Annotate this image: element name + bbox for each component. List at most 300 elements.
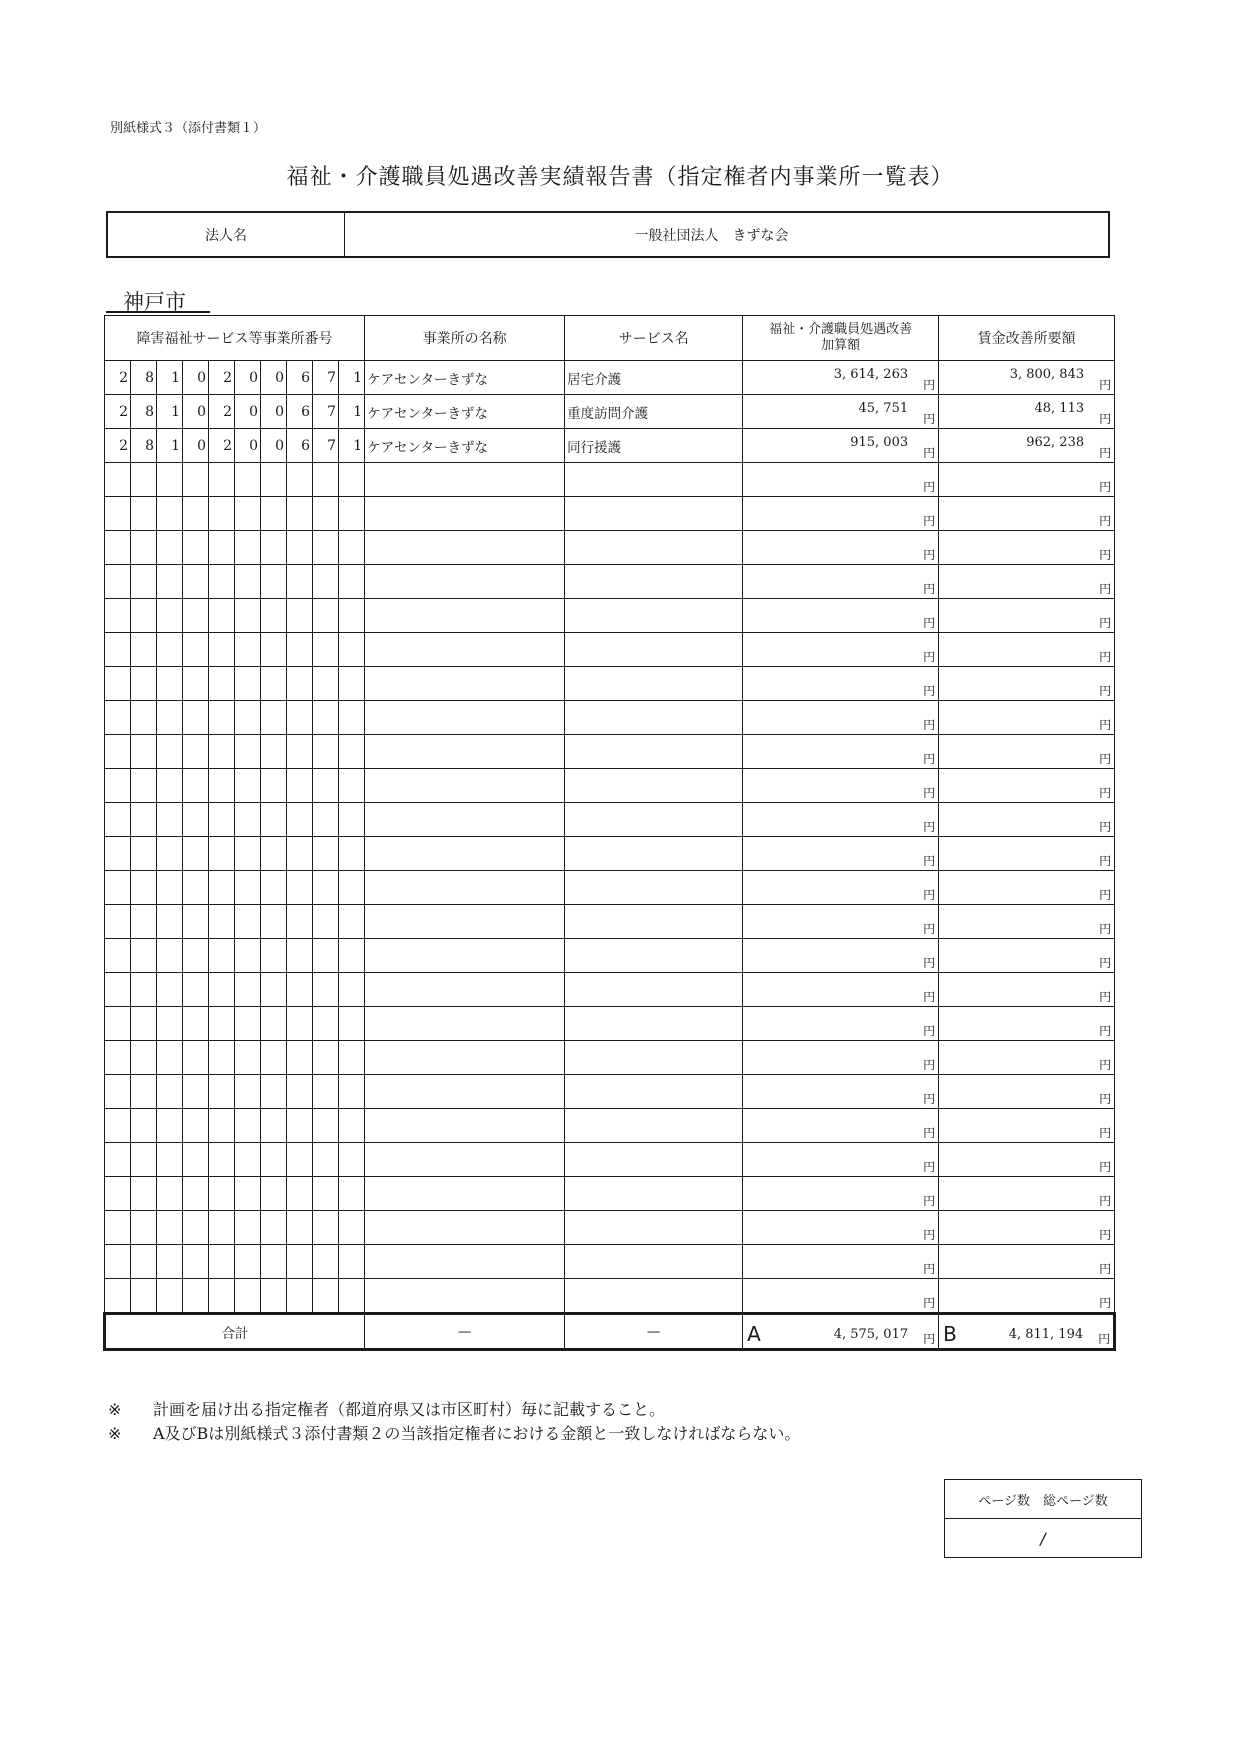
office-number-digit xyxy=(313,1041,339,1075)
service-name-cell xyxy=(565,1075,743,1109)
office-number-digit: 0 xyxy=(261,395,287,429)
yen-unit: 円 xyxy=(1099,1024,1112,1038)
total-addition-value: 4, 575, 017 xyxy=(833,1327,909,1342)
office-number-digit xyxy=(261,837,287,871)
yen-unit: 円 xyxy=(1099,480,1112,494)
addition-amount-cell xyxy=(743,599,939,633)
office-name-cell xyxy=(365,1075,565,1109)
office-number-digit xyxy=(339,599,365,633)
addition-amount-value: 45, 751 xyxy=(858,401,909,416)
wage-improvement-cell xyxy=(939,1109,1115,1143)
service-name-cell xyxy=(565,1109,743,1143)
office-number-digit: 1 xyxy=(157,395,183,429)
yen-unit: 円 xyxy=(923,1126,936,1140)
office-number-digit xyxy=(313,667,339,701)
office-number-digit: 0 xyxy=(235,429,261,463)
yen-unit: 円 xyxy=(923,1332,936,1346)
addition-amount-cell xyxy=(743,633,939,667)
yen-unit: 円 xyxy=(1099,1092,1112,1106)
office-number-digit xyxy=(209,1041,235,1075)
office-number-digit xyxy=(313,1075,339,1109)
note-2 xyxy=(108,1422,800,1446)
addition-amount-value: 3, 614, 263 xyxy=(833,367,909,382)
office-number-digit xyxy=(261,871,287,905)
office-number-digit xyxy=(339,939,365,973)
form-label: 別紙様式３（添付書類１） xyxy=(110,121,267,136)
yen-unit: 円 xyxy=(1099,1058,1112,1072)
wage-improvement-cell xyxy=(939,905,1115,939)
office-number-digit xyxy=(157,973,183,1007)
yen-unit: 円 xyxy=(1099,820,1112,834)
office-number-digit xyxy=(313,531,339,565)
office-number-digit xyxy=(287,973,313,1007)
office-number-digit xyxy=(261,1245,287,1279)
office-number-digit xyxy=(157,939,183,973)
office-number-digit xyxy=(131,633,157,667)
office-number-digit xyxy=(261,701,287,735)
office-number-digit: 8 xyxy=(131,395,157,429)
service-name-cell xyxy=(565,905,743,939)
service-name-cell xyxy=(565,1143,743,1177)
header-wage-improvement: 賃金改善所要額 xyxy=(939,316,1115,361)
yen-unit: 円 xyxy=(923,1092,936,1106)
office-number-digit: 1 xyxy=(157,429,183,463)
office-number-digit xyxy=(157,463,183,497)
page-title: 福祉・介護職員処遇改善実績報告書（指定権者内事業所一覧表） xyxy=(286,165,954,190)
addition-amount-cell xyxy=(743,973,939,1007)
office-number-digit xyxy=(105,1075,131,1109)
yen-unit: 円 xyxy=(1099,922,1112,936)
office-number-digit: 7 xyxy=(313,395,339,429)
office-number-digit xyxy=(313,701,339,735)
yen-unit: 円 xyxy=(923,378,936,392)
corporation-label: 法人名 xyxy=(108,213,345,256)
addition-amount-cell xyxy=(743,1211,939,1245)
yen-unit: 円 xyxy=(1099,412,1112,426)
service-name-cell xyxy=(565,1041,743,1075)
yen-unit: 円 xyxy=(923,480,936,494)
table-row xyxy=(105,1109,1115,1143)
office-name-cell xyxy=(365,769,565,803)
office-number-digit xyxy=(313,1007,339,1041)
office-number-digit xyxy=(339,1007,365,1041)
total-label: 合計 xyxy=(105,1314,365,1350)
office-name-cell xyxy=(365,803,565,837)
office-number-digit xyxy=(183,463,209,497)
office-number-digit xyxy=(287,939,313,973)
office-number-digit xyxy=(105,735,131,769)
office-number-digit xyxy=(313,905,339,939)
office-number-digit xyxy=(209,667,235,701)
office-number-digit xyxy=(183,701,209,735)
yen-unit: 円 xyxy=(1099,1126,1112,1140)
office-number-digit xyxy=(183,973,209,1007)
office-number-digit xyxy=(209,1075,235,1109)
office-number-digit xyxy=(235,701,261,735)
office-number-digit xyxy=(131,667,157,701)
service-name-cell xyxy=(565,667,743,701)
yen-unit: 円 xyxy=(923,888,936,902)
office-number-digit: 0 xyxy=(183,429,209,463)
table-row xyxy=(105,531,1115,565)
addition-amount-cell xyxy=(743,837,939,871)
office-number-digit xyxy=(209,871,235,905)
yen-unit: 円 xyxy=(923,1262,936,1276)
office-number-digit xyxy=(105,1143,131,1177)
office-number-digit xyxy=(313,463,339,497)
office-name-cell xyxy=(365,667,565,701)
office-number-digit xyxy=(131,531,157,565)
table-row xyxy=(105,565,1115,599)
yen-unit: 円 xyxy=(1099,752,1112,766)
office-number-digit xyxy=(157,1109,183,1143)
yen-unit: 円 xyxy=(923,1024,936,1038)
office-name-cell xyxy=(365,1245,565,1279)
table-row xyxy=(105,1075,1115,1109)
office-number-digit xyxy=(261,1279,287,1314)
header-addition-amount xyxy=(743,316,939,361)
office-number-digit: 6 xyxy=(287,429,313,463)
office-number-digit xyxy=(105,1177,131,1211)
city-underline xyxy=(106,311,210,313)
table-row xyxy=(105,667,1115,701)
wage-improvement-cell xyxy=(939,939,1115,973)
yen-unit: 円 xyxy=(923,446,936,460)
wage-improvement-cell xyxy=(939,429,1115,463)
service-name-cell xyxy=(565,1279,743,1314)
office-number-digit xyxy=(235,463,261,497)
office-number-digit xyxy=(235,905,261,939)
office-number-digit xyxy=(105,837,131,871)
wage-improvement-cell xyxy=(939,803,1115,837)
office-number-digit xyxy=(209,463,235,497)
city-label: 神戸市 xyxy=(123,290,186,314)
yen-unit: 円 xyxy=(923,514,936,528)
addition-amount-cell xyxy=(743,905,939,939)
yen-unit: 円 xyxy=(1099,616,1112,630)
yen-unit: 円 xyxy=(1099,990,1112,1004)
wage-improvement-cell xyxy=(939,361,1115,395)
office-number-digit xyxy=(287,1279,313,1314)
notes xyxy=(108,1398,800,1446)
addition-amount-cell xyxy=(743,361,939,395)
office-number-digit xyxy=(131,1143,157,1177)
table-row xyxy=(105,429,1115,463)
office-number-digit xyxy=(105,667,131,701)
wage-improvement-cell xyxy=(939,837,1115,871)
office-number-digit xyxy=(157,871,183,905)
office-number-digit xyxy=(235,531,261,565)
office-number-digit xyxy=(209,565,235,599)
wage-improvement-cell xyxy=(939,769,1115,803)
corporation-name: 一般社団法人 きずな会 xyxy=(634,227,789,244)
office-number-digit xyxy=(313,803,339,837)
wage-improvement-value: 48, 113 xyxy=(1034,401,1085,416)
table-row xyxy=(105,1143,1115,1177)
header-office-number: 障害福祉サービス等事業所番号 xyxy=(105,316,365,361)
office-number-digit xyxy=(131,871,157,905)
office-number-digit xyxy=(209,1143,235,1177)
office-number-digit xyxy=(235,735,261,769)
yen-unit: 円 xyxy=(923,956,936,970)
yen-unit: 円 xyxy=(1099,1194,1112,1208)
wage-improvement-cell xyxy=(939,565,1115,599)
office-number-digit xyxy=(131,939,157,973)
service-name-cell xyxy=(565,1245,743,1279)
office-number-digit xyxy=(183,735,209,769)
office-number-digit xyxy=(157,1177,183,1211)
table-row xyxy=(105,803,1115,837)
office-number-digit xyxy=(313,837,339,871)
table-row xyxy=(105,395,1115,429)
office-number-digit: 2 xyxy=(105,429,131,463)
table-row xyxy=(105,1041,1115,1075)
office-number-digit xyxy=(105,497,131,531)
office-number-digit xyxy=(209,769,235,803)
office-name-cell xyxy=(365,1211,565,1245)
office-number-digit xyxy=(339,871,365,905)
office-number-digit xyxy=(131,463,157,497)
addition-amount-cell xyxy=(743,429,939,463)
yen-unit: 円 xyxy=(923,854,936,868)
service-name-cell xyxy=(565,565,743,599)
office-number-digit xyxy=(209,497,235,531)
office-number-digit xyxy=(235,1177,261,1211)
office-number-digit xyxy=(209,803,235,837)
addition-amount-cell xyxy=(743,769,939,803)
office-number-digit xyxy=(313,565,339,599)
office-number-digit xyxy=(313,1245,339,1279)
yen-unit: 円 xyxy=(923,922,936,936)
office-number-digit xyxy=(105,939,131,973)
note-mark: ※ xyxy=(108,1400,122,1419)
office-number-digit xyxy=(287,565,313,599)
office-number-digit xyxy=(157,735,183,769)
yen-unit: 円 xyxy=(923,1228,936,1242)
yen-unit: 円 xyxy=(1099,1296,1112,1310)
office-number-digit xyxy=(209,939,235,973)
wage-improvement-cell xyxy=(939,1279,1115,1314)
addition-amount-cell xyxy=(743,667,939,701)
yen-unit: 円 xyxy=(1099,514,1112,528)
service-name-cell xyxy=(565,1211,743,1245)
header-addition-line1: 福祉・介護職員処遇改善 xyxy=(769,322,913,337)
table-row xyxy=(105,599,1115,633)
office-number-digit xyxy=(339,1177,365,1211)
office-number-digit xyxy=(235,1075,261,1109)
yen-unit: 円 xyxy=(1099,854,1112,868)
office-number-digit xyxy=(183,633,209,667)
office-number-digit xyxy=(131,973,157,1007)
table-row xyxy=(105,769,1115,803)
office-number-digit xyxy=(131,1007,157,1041)
wage-improvement-cell xyxy=(939,735,1115,769)
addition-amount-cell xyxy=(743,1041,939,1075)
office-number-digit xyxy=(235,633,261,667)
office-name-cell xyxy=(365,939,565,973)
total-wage-value: 4, 811, 194 xyxy=(1008,1327,1084,1342)
header-office-name: 事業所の名称 xyxy=(365,316,565,361)
office-number-digit xyxy=(339,905,365,939)
wage-improvement-cell xyxy=(939,599,1115,633)
office-number-digit xyxy=(105,1211,131,1245)
office-number-digit xyxy=(261,599,287,633)
header-addition-line2: 加算額 xyxy=(821,338,861,353)
wage-improvement-cell xyxy=(939,701,1115,735)
table-row xyxy=(105,633,1115,667)
table-row xyxy=(105,735,1115,769)
office-number-digit xyxy=(313,497,339,531)
office-number-digit xyxy=(157,905,183,939)
office-number-digit xyxy=(287,1075,313,1109)
office-number-digit xyxy=(157,565,183,599)
office-number-digit xyxy=(339,1245,365,1279)
office-number-digit xyxy=(131,1211,157,1245)
office-number-digit xyxy=(157,667,183,701)
addition-amount-cell xyxy=(743,1109,939,1143)
corporation-box xyxy=(106,211,1110,258)
office-number-digit xyxy=(339,1109,365,1143)
table-row xyxy=(105,1279,1115,1314)
office-number-digit xyxy=(261,939,287,973)
table-row xyxy=(105,1007,1115,1041)
office-number-digit xyxy=(131,905,157,939)
yen-unit: 円 xyxy=(923,786,936,800)
addition-amount-cell xyxy=(743,1279,939,1314)
office-number-digit xyxy=(339,531,365,565)
office-number-digit: 8 xyxy=(131,429,157,463)
office-number-digit xyxy=(287,497,313,531)
total-addition-cell xyxy=(743,1314,939,1350)
office-number-digit xyxy=(261,1143,287,1177)
office-number-digit xyxy=(339,565,365,599)
office-number-digit xyxy=(157,837,183,871)
yen-unit: 円 xyxy=(923,718,936,732)
office-number-digit xyxy=(209,973,235,1007)
office-number-digit xyxy=(235,599,261,633)
office-number-digit: 2 xyxy=(209,429,235,463)
yen-unit: 円 xyxy=(923,548,936,562)
yen-unit: 円 xyxy=(1099,378,1112,392)
addition-amount-cell xyxy=(743,1143,939,1177)
office-number-digit xyxy=(105,1245,131,1279)
addition-amount-cell xyxy=(743,939,939,973)
office-name-cell xyxy=(365,701,565,735)
office-number-digit xyxy=(105,463,131,497)
office-number-digit xyxy=(157,531,183,565)
yen-unit: 円 xyxy=(923,1296,936,1310)
total-a-mark: A xyxy=(747,1322,761,1346)
office-number-digit xyxy=(157,1007,183,1041)
yen-unit: 円 xyxy=(1099,1228,1112,1242)
yen-unit: 円 xyxy=(1099,956,1112,970)
wage-improvement-cell xyxy=(939,1211,1115,1245)
office-number-digit xyxy=(131,769,157,803)
office-number-digit xyxy=(313,1143,339,1177)
service-name-cell xyxy=(565,803,743,837)
office-number-digit xyxy=(287,1245,313,1279)
wage-improvement-cell xyxy=(939,531,1115,565)
office-number-digit: 0 xyxy=(235,395,261,429)
wage-improvement-cell xyxy=(939,1245,1115,1279)
office-number-digit xyxy=(287,463,313,497)
wage-improvement-cell xyxy=(939,1041,1115,1075)
office-name-cell xyxy=(365,1041,565,1075)
office-number-digit xyxy=(261,1041,287,1075)
office-number-digit xyxy=(131,1075,157,1109)
office-number-digit xyxy=(157,599,183,633)
table-row xyxy=(105,871,1115,905)
office-number-digit xyxy=(235,837,261,871)
service-name-cell xyxy=(565,735,743,769)
yen-unit: 円 xyxy=(1099,718,1112,732)
office-number-digit: 7 xyxy=(313,361,339,395)
office-number-digit xyxy=(183,599,209,633)
header-service-name: サービス名 xyxy=(565,316,743,361)
office-name-cell xyxy=(365,871,565,905)
wage-improvement-cell xyxy=(939,1177,1115,1211)
office-number-digit xyxy=(105,905,131,939)
table-row xyxy=(105,497,1115,531)
office-number-digit xyxy=(209,1177,235,1211)
service-name-cell xyxy=(565,871,743,905)
service-name-cell: 重度訪問介護 xyxy=(565,395,743,429)
addition-amount-cell xyxy=(743,1177,939,1211)
table-row xyxy=(105,701,1115,735)
office-number-digit xyxy=(105,769,131,803)
office-number-digit xyxy=(131,837,157,871)
office-number-digit xyxy=(313,973,339,1007)
office-name-cell xyxy=(365,565,565,599)
office-number-digit xyxy=(287,633,313,667)
wage-improvement-cell xyxy=(939,973,1115,1007)
office-name-cell: ケアセンターきずな xyxy=(365,361,565,395)
note-text: 計画を届け出る指定権者（都道府県又は市区町村）毎に記載すること。 xyxy=(153,1400,666,1419)
office-number-digit xyxy=(235,1245,261,1279)
note-mark: ※ xyxy=(108,1424,122,1443)
office-number-digit xyxy=(339,463,365,497)
office-number-digit xyxy=(105,633,131,667)
office-number-digit xyxy=(313,599,339,633)
office-number-digit xyxy=(105,531,131,565)
table-header-row xyxy=(105,316,1115,361)
office-number-digit xyxy=(209,1245,235,1279)
total-b-mark: B xyxy=(943,1322,957,1346)
office-number-digit xyxy=(157,1245,183,1279)
office-number-digit xyxy=(105,599,131,633)
office-number-digit xyxy=(235,1041,261,1075)
addition-amount-cell xyxy=(743,871,939,905)
office-number-digit xyxy=(183,1279,209,1314)
service-name-cell xyxy=(565,837,743,871)
note-text: A及びBは別紙様式３添付書類２の当該指定権者における金額と一致しなければならない。 xyxy=(153,1424,801,1443)
table-row xyxy=(105,1211,1115,1245)
office-number-digit xyxy=(209,735,235,769)
office-number-digit: 2 xyxy=(105,395,131,429)
addition-amount-cell xyxy=(743,1007,939,1041)
table-row xyxy=(105,837,1115,871)
office-number-digit: 1 xyxy=(157,361,183,395)
page-count-value: / xyxy=(945,1519,1142,1558)
office-number-digit xyxy=(287,803,313,837)
office-number-digit xyxy=(131,1279,157,1314)
office-number-digit xyxy=(157,1143,183,1177)
office-number-digit xyxy=(287,701,313,735)
office-number-digit xyxy=(131,599,157,633)
yen-unit: 円 xyxy=(923,1194,936,1208)
office-name-cell xyxy=(365,1007,565,1041)
office-number-digit: 0 xyxy=(261,361,287,395)
